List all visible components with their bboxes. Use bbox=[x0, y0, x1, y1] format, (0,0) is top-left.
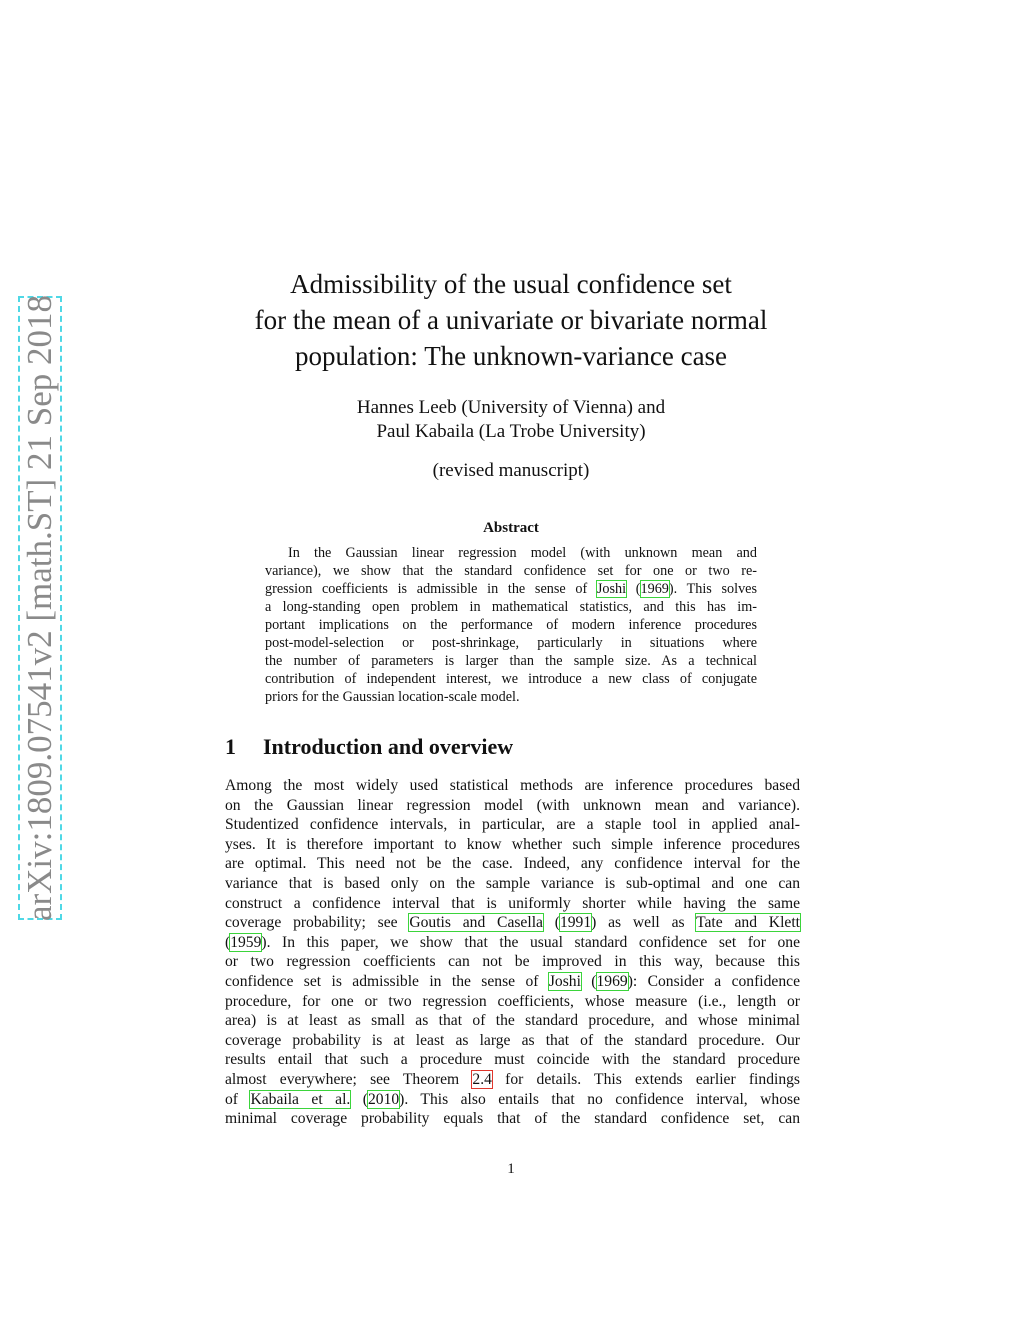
body-line: variance that is based only on the sample variance is sub-optimal and one can bbox=[225, 874, 800, 892]
paper-title bbox=[200, 266, 822, 374]
body-line: Studentized confidence intervals, in particular, are a staple tool in applied anal- bbox=[225, 816, 800, 834]
abstract-heading: Abstract bbox=[483, 520, 539, 536]
page-number: 1 bbox=[507, 1161, 515, 1177]
abstract-text bbox=[265, 544, 757, 706]
text-run: ( bbox=[350, 1090, 368, 1108]
text-run: coverage probability; see bbox=[225, 914, 410, 932]
abstract-line: contribution of independent interest, we introduce a new class of conjugate bbox=[265, 671, 757, 687]
body-line bbox=[225, 972, 800, 992]
body-line bbox=[225, 913, 800, 933]
body-line: or two regression coefficients can not be improved in this way, because this bbox=[225, 953, 800, 971]
citation-link[interactable]: Kabaila et al. bbox=[250, 1090, 351, 1108]
text-run: of bbox=[225, 1090, 251, 1108]
text-run: ). This solves bbox=[668, 581, 757, 597]
abstract-line: the number of parameters is larger than the sample size. As a technical bbox=[265, 653, 757, 669]
abstract-line bbox=[265, 580, 757, 598]
citation-link[interactable]: Joshi bbox=[596, 581, 627, 597]
body-line: coverage probability is at least as large as that of the standard procedure. Our bbox=[225, 1031, 800, 1049]
section-number: 1 bbox=[225, 734, 236, 759]
body-text bbox=[225, 776, 800, 1129]
body-line: yses. It is therefore important to know whether such simple inference procedures bbox=[225, 835, 800, 853]
text-run: ( bbox=[580, 972, 597, 990]
title-line: Admissibility of the usual confidence set bbox=[290, 269, 732, 299]
body-line: results entail that such a procedure must coincide with the standard procedure bbox=[225, 1051, 800, 1069]
title-line: population: The unknown-variance case bbox=[294, 341, 728, 371]
abstract-line: a long-standing open problem in mathematical statistics, and this has im- bbox=[265, 599, 757, 615]
text-run: ( bbox=[225, 933, 231, 951]
citation-link[interactable]: 1991 bbox=[559, 914, 592, 932]
body-line: Among the most widely used statistical methods are inference procedures based bbox=[225, 777, 800, 794]
section-heading bbox=[225, 734, 800, 760]
body-line: construct a confidence interval that is uniformly shorter while having the same bbox=[225, 894, 800, 912]
section-title: Introduction and overview bbox=[263, 734, 514, 759]
citation-link[interactable]: 1959 bbox=[230, 933, 262, 951]
text-run: almost everywhere; see Theorem bbox=[225, 1070, 473, 1088]
text-run: gression coefficients is admissible in the sense of bbox=[265, 581, 597, 597]
abstract-line: priors for the Gaussian location-scale model. bbox=[265, 689, 520, 705]
author-line: Hannes Leeb (University of Vienna) and bbox=[356, 397, 666, 418]
text-run: confidence set is admissible in the sense of bbox=[225, 972, 549, 990]
body-line: area) is at least as small as that of the standard procedure, and whose minimal bbox=[225, 1012, 800, 1030]
citation-link[interactable]: 1969 bbox=[640, 581, 669, 597]
manuscript-note: (revised manuscript) bbox=[432, 460, 590, 481]
abstract-line: post-model-selection or post-shrinkage, particularly in situations where bbox=[265, 635, 757, 651]
body-line bbox=[225, 1090, 800, 1110]
citation-link[interactable]: Joshi bbox=[548, 972, 581, 990]
text-run: ( bbox=[542, 914, 560, 932]
abstract-line: portant implications on the performance of modern inference procedures bbox=[265, 617, 757, 633]
text-run: ) as well as bbox=[591, 914, 697, 932]
body-line: procedure, for one or two regression coefficients, whose measure (i.e., length or bbox=[225, 992, 800, 1010]
body-line: minimal coverage probability equals that of the standard confidence set, can bbox=[225, 1110, 800, 1128]
text-run: ). In this paper, we show that the usual standard confidence set for one bbox=[261, 933, 800, 951]
title-line: for the mean of a univariate or bivariate normal bbox=[254, 305, 768, 335]
citation-link[interactable]: 2010 bbox=[367, 1090, 400, 1108]
abstract-line: variance), we show that the standard confidence set for one or two re- bbox=[265, 563, 757, 579]
text-run: ( bbox=[626, 581, 641, 597]
body-line: on the Gaussian linear regression model (with unknown mean and variance). bbox=[225, 796, 800, 814]
authors bbox=[200, 396, 822, 444]
text-run: for details. This extends earlier findings bbox=[491, 1070, 800, 1088]
theorem-reference-link[interactable]: 2.4 bbox=[472, 1070, 492, 1088]
citation-link[interactable]: Goutis and Casella bbox=[409, 914, 543, 932]
citation-link[interactable]: Tate and Klett bbox=[696, 914, 800, 932]
body-line bbox=[225, 1070, 800, 1090]
author-line: Paul Kabaila (La Trobe University) bbox=[376, 421, 646, 442]
body-line: are optimal. This need not be the case. Indeed, any confidence interval for the bbox=[225, 855, 800, 873]
body-line bbox=[225, 933, 800, 953]
citation-link[interactable]: 1969 bbox=[596, 972, 628, 990]
abstract-line: In the Gaussian linear regression model (with unknown mean and bbox=[288, 545, 757, 561]
text-run: ): Consider a confidence bbox=[627, 972, 800, 990]
text-run: ). This also entails that no confidence interval, whose bbox=[399, 1090, 800, 1108]
arxiv-stamp[interactable]: arXiv:1809.07541v2 [math.ST] 21 Sep 2018 bbox=[20, 294, 59, 922]
